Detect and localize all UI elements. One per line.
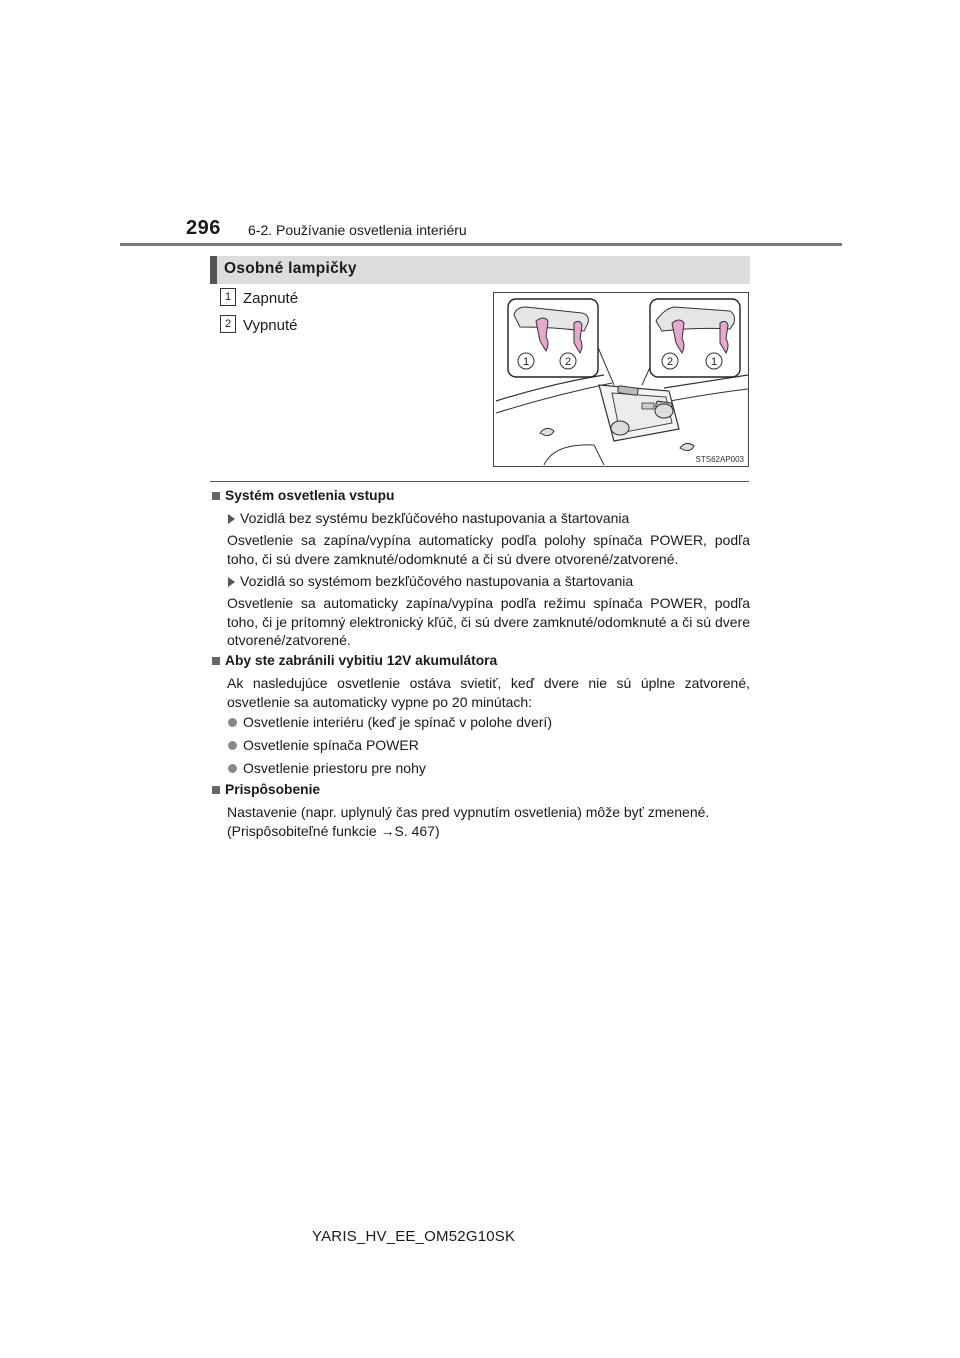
list-item-power-switch-light: Osvetlenie spínača POWER bbox=[243, 737, 419, 753]
list-item-interior-light: Osvetlenie interiéru (keď je spínač v polohe dverí) bbox=[243, 714, 552, 730]
callout-right-1: 1 bbox=[710, 356, 718, 368]
section-divider bbox=[210, 481, 749, 482]
heading-battery: Aby ste zabránili vybitiu 12V akumulátora bbox=[225, 653, 498, 668]
callout-right-2: 2 bbox=[666, 356, 674, 368]
paragraph-without-smart-key: Osvetlenie sa zapína/vypína automaticky podľa polohy spínača POWER, podľa toho, či sú dvere zamknuté/odomknuté a či sú dvere otvorené/zatvorené. bbox=[227, 532, 750, 567]
square-bullet-icon bbox=[212, 492, 220, 500]
paragraph-battery: Ak nasledujúce osvetlenie ostáva svietiť, keď dvere nie sú úplne zatvorené, osvetlenie sa automaticky vypne po 20 minútach: bbox=[227, 675, 750, 710]
page-number: 296 bbox=[186, 217, 221, 239]
square-bullet-icon bbox=[212, 786, 220, 794]
triangle-bullet-icon bbox=[228, 577, 235, 587]
subheading-with-smart-key: Vozidlá so systémom bezkľúčového nastupovania a štartovania bbox=[240, 573, 634, 589]
chapter-title: 6-2. Používanie osvetlenia interiéru bbox=[248, 222, 467, 238]
heading-customization: Prispôsobenie bbox=[225, 782, 321, 797]
legend-number-2: 2 bbox=[220, 315, 236, 333]
overhead-console-drawing bbox=[494, 293, 748, 466]
square-bullet-icon bbox=[212, 657, 220, 665]
header-divider bbox=[120, 243, 842, 246]
figure-code: STS62AP003 bbox=[695, 455, 744, 464]
paragraph-customization: Nastavenie (napr. uplynulý čas pred vypnutím osvetlenia) môže byť zmenené. (Prispôsobiteľné funkcie →S. 467) bbox=[227, 804, 710, 839]
section-title: Osobné lampičky bbox=[224, 260, 357, 277]
legend-number-1: 1 bbox=[220, 288, 236, 306]
heading-entry-system: Systém osvetlenia vstupu bbox=[225, 488, 395, 503]
legend-label-on: Zapnuté bbox=[243, 290, 299, 307]
round-bullet-icon bbox=[228, 718, 237, 727]
round-bullet-icon bbox=[228, 764, 237, 773]
list-item-footwell-light: Osvetlenie priestoru pre nohy bbox=[243, 760, 426, 776]
paragraph-with-smart-key: Osvetlenie sa automaticky zapína/vypína podľa režimu spínača POWER, podľa toho, či je prítomný elektronický kľúč, či sú dvere zamknuté/odomknuté a či sú dvere otvorené/zatvorené. bbox=[227, 595, 750, 648]
personal-lights-illustration bbox=[493, 292, 749, 467]
legend-label-off: Vypnuté bbox=[243, 317, 298, 334]
triangle-bullet-icon bbox=[228, 514, 235, 524]
document-code: YARIS_HV_EE_OM52G10SK bbox=[312, 1228, 516, 1245]
subheading-without-smart-key: Vozidlá bez systému bezkľúčového nastupovania a štartovania bbox=[240, 510, 630, 526]
callout-left-1: 1 bbox=[522, 356, 530, 368]
callout-left-2: 2 bbox=[564, 356, 572, 368]
round-bullet-icon bbox=[228, 741, 237, 750]
